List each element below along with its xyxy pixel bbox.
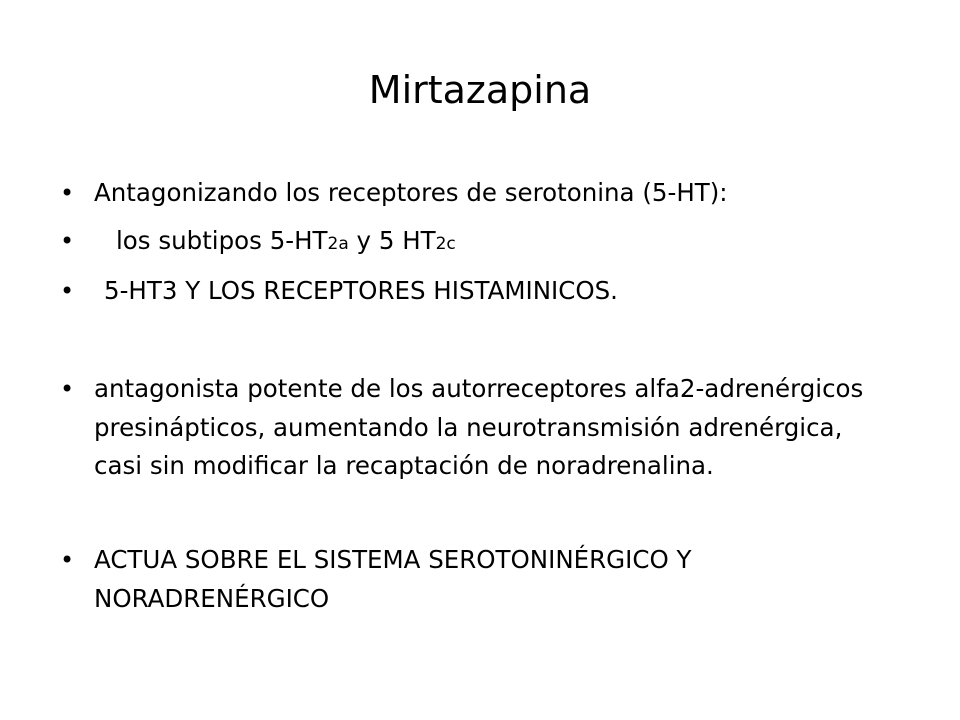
bullet-icon: •	[60, 227, 75, 255]
bullet-item-subtypes	[116, 222, 916, 264]
bullet-item-alfa2: antagonista potente de los autorreceptores alfa2-adrenérgicos presinápticos, aumentando la neurotransmisión adrenérgica, casi sin modificar la recaptación de noradrenalina.	[94, 374, 864, 480]
bullet-icon: •	[60, 375, 75, 403]
slide-title: Mirtazapina	[368, 68, 592, 112]
bullet-item-serotonin: Antagonizando los receptores de serotonina (5-HT):	[94, 178, 728, 207]
subtype-2a: 2a	[327, 234, 349, 254]
subtypes-prefix: los subtipos 5-HT	[116, 226, 328, 255]
bullet-icon: •	[60, 277, 75, 305]
bullet-item-actua: ACTUA SOBRE EL SISTEMA SEROTONINÉRGICO Y NORADRENÉRGICO	[94, 545, 692, 613]
bullet-icon: •	[60, 546, 75, 574]
bullet-item-5ht3: 5-HT3 Y LOS RECEPTORES HISTAMINICOS.	[104, 276, 618, 305]
subtypes-middle: y 5 HT	[348, 226, 436, 255]
subtype-2c: 2c	[435, 234, 456, 254]
bullet-icon: •	[60, 179, 75, 207]
